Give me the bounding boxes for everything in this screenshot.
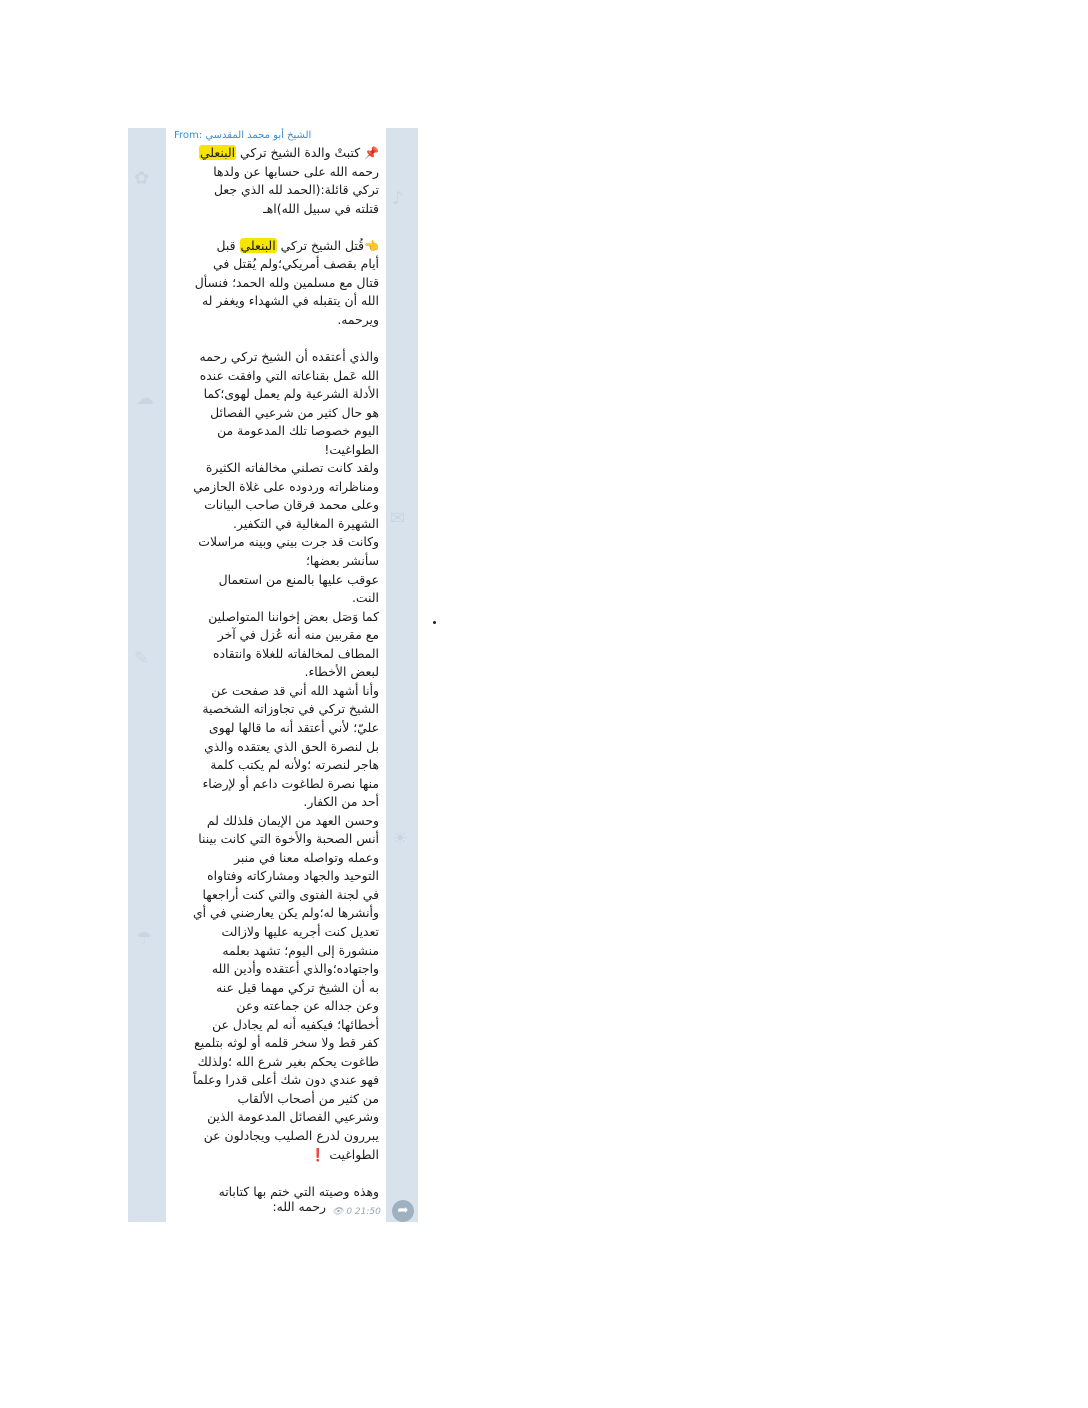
message-text-run: قُتل الشيخ تركي (276, 237, 365, 253)
pointing-hand-icon: 👈 (364, 238, 379, 253)
doodle-icon: ☁ (136, 388, 154, 409)
message-text-run: كتبتْ والدة الشيخ تركي (236, 145, 365, 160)
message-time: 21:50 (354, 1207, 381, 1217)
message-text-run: وهذه وصيته التي ختم بها كتاباته (218, 1183, 379, 1199)
forwarded-from-header[interactable] (174, 130, 378, 141)
message-text (174, 144, 379, 1201)
search-highlight: البنعلي (240, 237, 276, 253)
doodle-icon: ✿ (134, 168, 150, 189)
doodle-icon: ☀ (392, 828, 409, 849)
view-count: 0 (346, 1207, 353, 1217)
stray-mark (433, 621, 436, 624)
message-last-line: رحمه الله: (272, 1199, 326, 1214)
eye-icon: 👁 (332, 1207, 344, 1217)
message-text-run: قبل أيام بقصف أمريكي؛ولم يُقتل في قتال مع مسلمين ولله الحمد؛ فنسأل الله أن يتقبله في الشهداء ويغفر له ويرحمه. (194, 237, 379, 327)
exclamation-icon: ❗ (310, 1146, 326, 1162)
share-icon[interactable]: ➦ (392, 1200, 414, 1222)
forward-prefix: From: (174, 130, 203, 141)
chat-background (128, 128, 418, 1222)
paragraph-gap (174, 329, 379, 348)
search-highlight: البنعلي (199, 145, 236, 160)
forward-source-name[interactable]: الشيخ أبو محمد المقدسي (205, 130, 312, 141)
doodle-icon: ✉ (390, 508, 406, 529)
paragraph-gap (174, 1164, 379, 1183)
message-meta (332, 1207, 381, 1217)
doodle-icon: ♪ (392, 188, 404, 209)
message-paragraph (174, 144, 379, 218)
message-paragraph (174, 348, 379, 1164)
pushpin-icon: 📌 (364, 146, 379, 160)
message-text-run: رحمه الله على حسابها عن ولدها تركي قائلة:(الحمد لله الذي جعل قتلته في سبيل الله)اهـ (213, 163, 379, 216)
doodle-icon: ☂ (136, 928, 153, 949)
message-text-run: والذي أعتقده أن الشيخ تركي رحمه الله عَمل بقناعاته التي وافقت عنده الأدلة الشرعية ولم يعمل لهوى؛كما هو حال كثير من شرعيي الفصائل اليوم خصوصا تلك المدعومة من الطواغيت! ولقد كانت تصلني مخالفاته الكثيرة ومناظراته وردوده على غلاة الحازمي وعلى محمد فرقان صاحب البيانات الشهيرة المغالية في التكفير. وكانت قد جرت بيني وبينه مراسلات سأنشر بعضها؛ عوقب عليها بالمنع من استعمال النت. كما وَصَل بعض إخواننا المتواصلين مع مقربين منه أنه عُزل في آخر المطاف لمخالفاته للغلاة وانتقاده لبعض الأخطاء. وأنا أشهد الله أني قد صفحت عن الشيخ تركي في تجاوزاته الشخصية عليّ؛ لأني أعتقد أنه ما قالها لهوى بل لنصرة الحق الذي يعتقده والذي هاجر لنصرته ؛ولأنه لم يكتب كلمة منها نصرة لطاغوت داعم أو لإرضاء أحد من الكفار. وحسن العهد من الإيمان فلذلك لم أنس الصحبة والأخوة التي كانت بيننا وعمله وتواصله معنا في منبر التوحيد والجهاد ومشاركاته وفتاواه في لجنة الفتوى والتي كنت أراجعها وأنشرها له؛ولم يكن يعارضني في أي تعديل كنت أجريه عليها ولازالت منشورة إلى اليوم؛ تشهد بعلمه واجتهاده؛والذي أعتقده وأدين الله به أن الشيخ تركي مهما قيل عنه وعن جداله عن جماعته وعن أخطائها؛ فيكفيه أنه لم يجادل عن كفر قط ولا سخر قلمه أو لوثه بتلميع طاغوت يحكم بغير شرع الله ؛ولذلك فهو عندي دون شك أعلى قدرا وعلماً من كثير من أصحاب الألقاب وشرعيي الفصائل المدعومة الذين يبررون لدرع الصليب ويجادلون عن الطواغيت (192, 349, 379, 1162)
message-bubble[interactable] (166, 128, 386, 1222)
doodle-icon: ✎ (134, 648, 150, 669)
paragraph-gap (174, 218, 379, 237)
message-paragraph (174, 237, 379, 330)
